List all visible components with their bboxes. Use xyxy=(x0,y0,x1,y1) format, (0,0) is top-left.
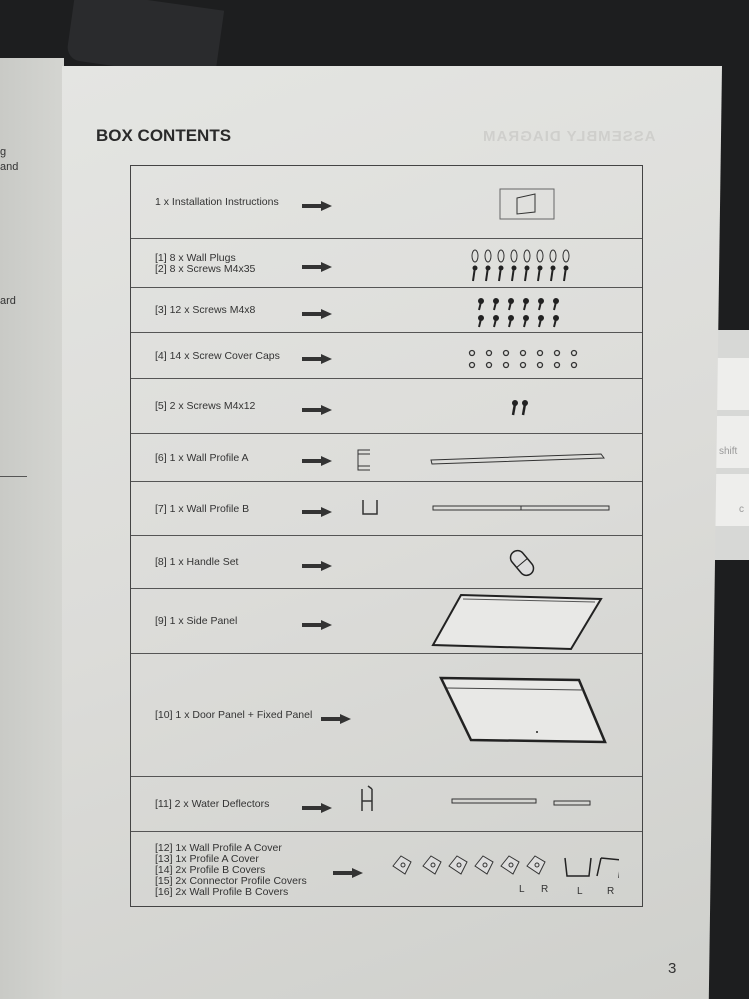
table-row xyxy=(131,379,642,434)
item-line: [9] 1 x Side Panel xyxy=(155,615,238,627)
item-line: [10] 1 x Door Panel + Fixed Panel xyxy=(155,709,313,721)
item-label xyxy=(155,843,307,898)
item-line: [6] 1 x Wall Profile A xyxy=(155,451,249,464)
item-label xyxy=(155,616,237,627)
page-title: BOX CONTENTS xyxy=(96,126,232,145)
item-line: [2] 8 x Screws M4x35 xyxy=(155,262,256,275)
table-row xyxy=(131,239,642,288)
item-line: 1 x Installation Instructions xyxy=(155,196,279,208)
item-label xyxy=(155,710,312,721)
arrow-icon xyxy=(302,558,332,568)
item-line: [14] 2x Profile B Covers xyxy=(155,863,266,876)
arrow-icon xyxy=(302,259,332,269)
item-line: [16] 2x Wall Profile B Covers xyxy=(155,885,289,898)
item-line: [7] 1 x Wall Profile B xyxy=(155,502,250,515)
arrow-icon xyxy=(302,617,332,627)
arrow-icon xyxy=(302,198,332,208)
item-label xyxy=(155,253,255,275)
table-row xyxy=(131,434,642,482)
item-label xyxy=(155,453,249,464)
item-line: [13] 1x Profile A Cover xyxy=(155,852,259,865)
arrow-icon xyxy=(302,453,332,463)
item-line: [4] 14 x Screw Cover Caps xyxy=(155,349,280,362)
table-row xyxy=(131,589,642,654)
divider xyxy=(0,476,27,477)
left-page xyxy=(0,58,64,999)
page-number: 3 xyxy=(668,960,677,977)
arrow-icon xyxy=(333,865,363,875)
item-line: [5] 2 x Screws M4x12 xyxy=(155,400,256,412)
arrow-icon xyxy=(321,711,351,721)
table-row xyxy=(131,832,642,908)
item-line: [8] 1 x Handle Set xyxy=(155,556,239,568)
item-label xyxy=(155,557,238,568)
item-line: [15] 2x Connector Profile Covers xyxy=(155,874,307,887)
item-label xyxy=(155,305,255,316)
table-row xyxy=(131,482,642,536)
key-label: c xyxy=(739,504,744,515)
left-page-text: and xyxy=(0,161,19,173)
left-page-text: g xyxy=(0,146,7,158)
key-label: shift xyxy=(719,446,738,457)
arrow-icon xyxy=(302,306,332,316)
cover-side-label: R xyxy=(541,884,549,895)
arrow-icon xyxy=(302,504,332,514)
table-row xyxy=(131,654,642,777)
cover-side-label: L xyxy=(519,884,525,895)
cover-side-label: R xyxy=(607,886,615,897)
table-row xyxy=(131,166,642,239)
item-line: [3] 12 x Screws M4x8 xyxy=(155,304,256,316)
table-row xyxy=(131,777,642,832)
item-label xyxy=(155,197,279,208)
item-label xyxy=(155,401,255,412)
arrow-icon xyxy=(302,351,332,361)
cover-side-label: L xyxy=(577,886,583,897)
item-line: [12] 1x Wall Profile A Cover xyxy=(155,841,282,854)
arrow-icon xyxy=(302,402,332,412)
arrow-icon xyxy=(302,800,332,810)
item-label xyxy=(155,504,249,515)
box-contents-table xyxy=(130,165,643,907)
table-row xyxy=(131,536,642,589)
bleed-through-title: ASSEMBLY DIAGRAM xyxy=(482,128,656,145)
item-label xyxy=(155,799,269,810)
table-row xyxy=(131,333,642,379)
table-row xyxy=(131,288,642,333)
item-label xyxy=(155,351,280,362)
item-line: [11] 2 x Water Deflectors xyxy=(155,798,270,810)
left-page-text: ard xyxy=(0,295,16,307)
item-line: [1] 8 x Wall Plugs xyxy=(155,251,236,264)
